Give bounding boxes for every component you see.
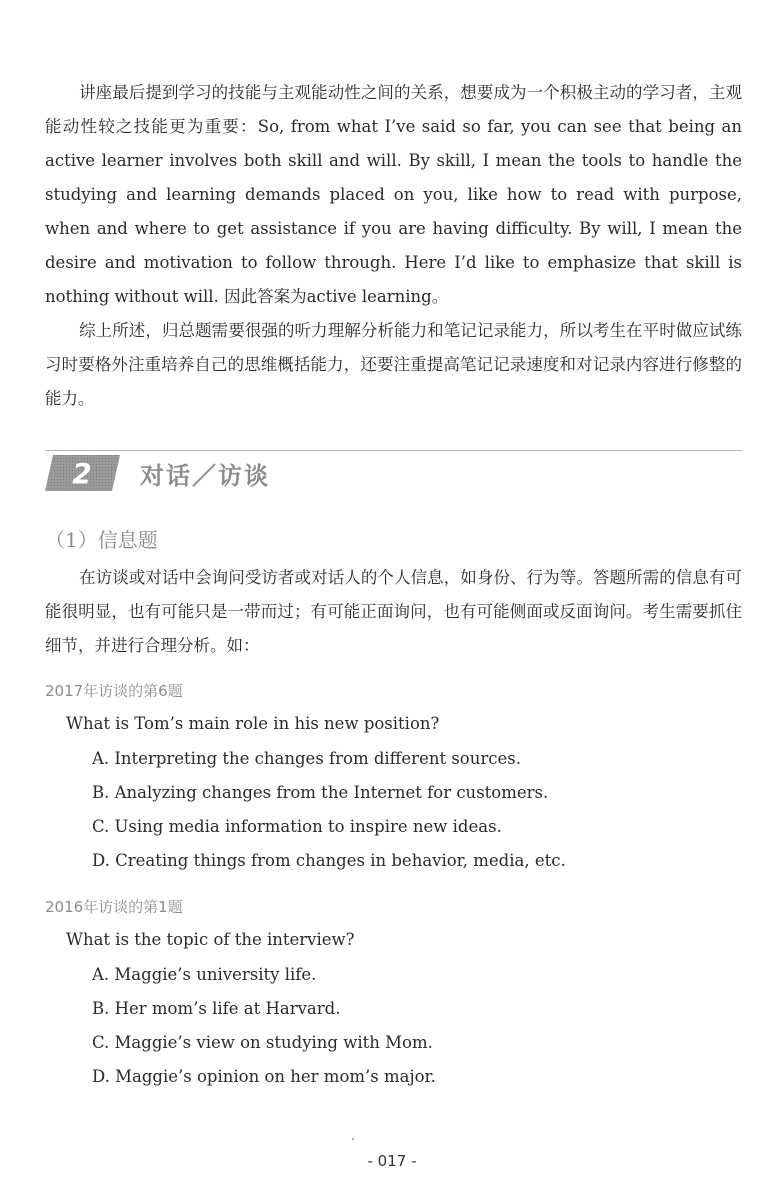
section-number-badge [45, 455, 120, 491]
answer-options-list [92, 748, 566, 884]
paragraph-lecture-summary [45, 76, 742, 314]
section-divider [45, 450, 742, 451]
paragraph-conclusion-text: 综上所述，归总题需要很强的听力理解分析能力和笔记记录能力，所以考生在平时做应试练习时要格外注重培养自己的思维概括能力，还要注重提高笔记记录速度和对记录内容进行修整的能力。 [45, 321, 742, 408]
section-title: 对话／访谈 [140, 462, 270, 490]
answer-option: B. Her mom’s life at Harvard. [92, 999, 341, 1018]
question-text: What is Tom’s main role in his new position? [66, 714, 440, 733]
answer-option: D. Maggie’s opinion on her mom’s major. [92, 1067, 436, 1086]
answer-option: C. Using media information to inspire new ideas. [92, 817, 502, 836]
answer-option: A. Maggie’s university life. [92, 965, 317, 984]
paragraph-info-questions-text: 在访谈或对话中会询问受访者或对话人的个人信息，如身份、行为等。答题所需的信息有可能很明显，也有可能只是一带而过；有可能正面询问，也有可能侧面或反面询问。考生需要抓住细节，并进行合理分析。如： [45, 568, 742, 655]
subheading-info-questions: （1）信息题 [45, 528, 158, 552]
question-source-label: 2017年访谈的第6题 [45, 682, 183, 700]
question-source-label: 2016年访谈的第1题 [45, 898, 183, 916]
answer-options-list [92, 964, 436, 1100]
page-number: - 017 - [367, 1152, 417, 1170]
section-number: 2 [72, 457, 92, 490]
scan-speck [352, 1138, 354, 1140]
answer-option: C. Maggie’s view on studying with Mom. [92, 1033, 433, 1052]
answer-option: A. Interpreting the changes from different sources. [92, 749, 521, 768]
paragraph-info-questions [45, 561, 742, 663]
paragraph-lecture-summary-text: 讲座最后提到学习的技能与主观能动性之间的关系，想要成为一个积极主动的学习者，主观能动性较之技能更为重要：So, from what I’ve said so far, you can see that being an active learner involves both skill and will. By skill, I mean the tools to handle the studying and learning demands placed on you, like how to read with purpose, when and where to get assistance if you are having difficulty. By will, I mean the desire and motivation to follow through. Here I’d like to emphasize that skill is nothing without will. 因此答案为active learning。 [45, 83, 742, 306]
answer-option: B. Analyzing changes from the Internet for customers. [92, 783, 549, 802]
question-text: What is the topic of the interview? [66, 930, 355, 949]
paragraph-conclusion [45, 314, 742, 416]
answer-option: D. Creating things from changes in behavior, media, etc. [92, 851, 566, 870]
